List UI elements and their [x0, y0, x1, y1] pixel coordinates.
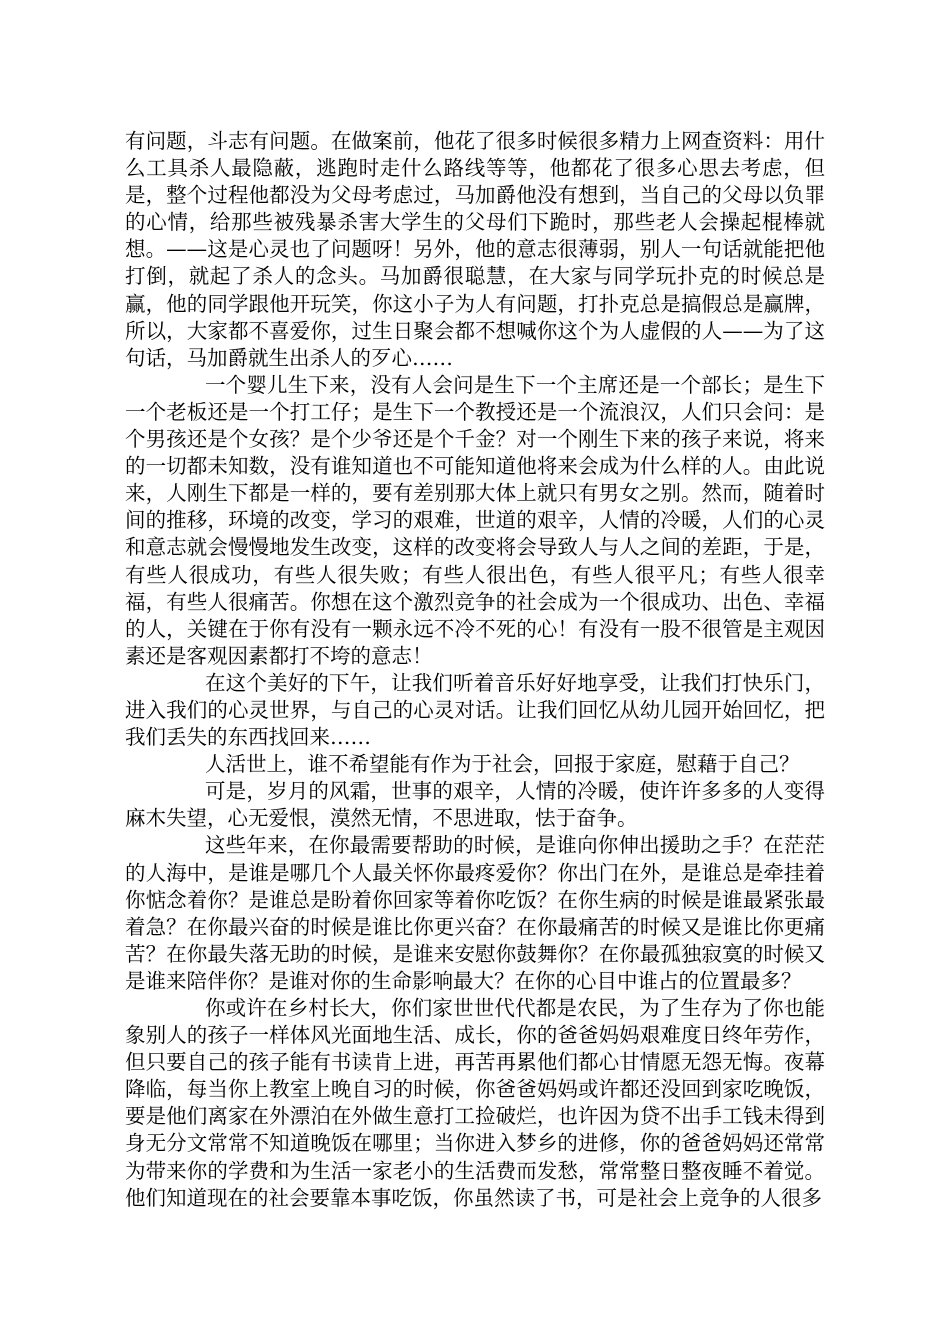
paragraph-5: 可是，岁月的风霜，世事的艰辛，人情的冷暖，使许许多多的人变得麻木失望，心无爱恨，漠然无情，不思进取，怯于奋争。: [125, 779, 825, 831]
paragraph-4: 人活世上，谁不希望能有作为于社会，回报于家庭，慰藉于自己？: [205, 752, 800, 777]
paragraph-2: 一个婴儿生下来，没有人会问是生下一个主席还是一个部长；是生下一个老板还是一个打工仔；是生下一个教授还是一个流浪汉，人们只会问：是个男孩还是个女孩？是个少爷还是个千金？对一个刚生下来的孩子来说，将来的一切都未知数，没有谁知道也不可能知道他将来会成为什么样的人。由此说来，人刚生下都是一样的，要有差别那大体上就只有男女之别。然而，随着时间的推移，环境的改变，学习的艰难，世道的艰辛，人情的冷暖，人们的心灵和意志就会慢慢地发生改变，这样的改变将会导致人与人之间的差距，于是，有些人很成功，有些人很失败；有些人很出色，有些人很平凡；有些人很幸福，有些人很痛苦。你想在这个激烈竞争的社会成为一个很成功、出色、幸福的人，关键在于你有没有一颗永远不冷不死的心！有没有一股不很管是主观因素还是客观因素都打不垮的意志！: [125, 372, 825, 668]
paragraph-7: 你或许在乡村长大，你们家世世代代都是农民，为了生存为了你也能象别人的孩子一样体风光面地生活、成长，你的爸爸妈妈艰难度日终年劳作，但只要自己的孩子能有书读肯上进，再苦再累他们都心甘情愿无怨无悔。夜幕降临，每当你上教室上晚自习的时候，你爸爸妈妈或许都还没回到家吃晚饭，要是他们离家在外漂泊在外做生意打工捡破烂，也许因为贷不出手工钱未得到身无分文常常不知道晚饭在哪里；当你进入梦乡的进修，你的爸爸妈妈还常常为带来你的学费和为生活一家老小的生活费而发愁，常常整日整夜睡不着觉。他们知道现在的社会要靠本事吃饭，你虽然读了书，可是社会上竞争的人很多: [125, 996, 825, 1210]
paragraph-6: 这些年来，在你最需要帮助的时候，是谁向你伸出援助之手？在茫茫的人海中，是谁是哪几个人最关怀你最疼爱你？你出门在外，是谁总是牵挂着你惦念着你？是谁总是盼着你回家等着你吃饭？在你生病的时候是谁最紧张最着急？在你最兴奋的时候是谁比你更兴奋？在你最痛苦的时候又是谁比你更痛苦？在你最失落无助的时候，是谁来安慰你鼓舞你？在你最孤独寂寞的时候又是谁来陪伴你？是谁对你的生命影响最大？在你的心目中谁占的位置最多？: [125, 833, 825, 993]
body-text: [125, 128, 825, 1212]
paragraph-1: 有问题，斗志有问题。在做案前，他花了很多时候很多精力上网查资料：用什么工具杀人最隐蔽，逃跑时走什么路线等等，他都花了很多心思去考虑，但是，整个过程他都没为父母考虑过，马加爵他没有想到，当自己的父母以负罪的心情，给那些被残暴杀害大学生的父母们下跪时，那些老人会操起棍棒就想。——这是心灵也了问题呀！另外，他的意志很薄弱，别人一句话就能把他打倒，就起了杀人的念头。马加爵很聪慧，在大家与同学玩扑克的时候总是赢，他的同学跟他开玩笑，你这小子为人有问题，打扑克总是搞假总是赢牌，所以，大家都不喜爱你，过生日聚会都不想喊你这个为人虚假的人——为了这句话，马加爵就生出杀人的歹心……: [125, 129, 825, 370]
paragraph-3: 在这个美好的下午，让我们听着音乐好好地享受，让我们打快乐门，进入我们的心灵世界，与自己的心灵对话。让我们回忆从幼儿园开始回忆，把我们丢失的东西找回来……: [125, 670, 825, 750]
